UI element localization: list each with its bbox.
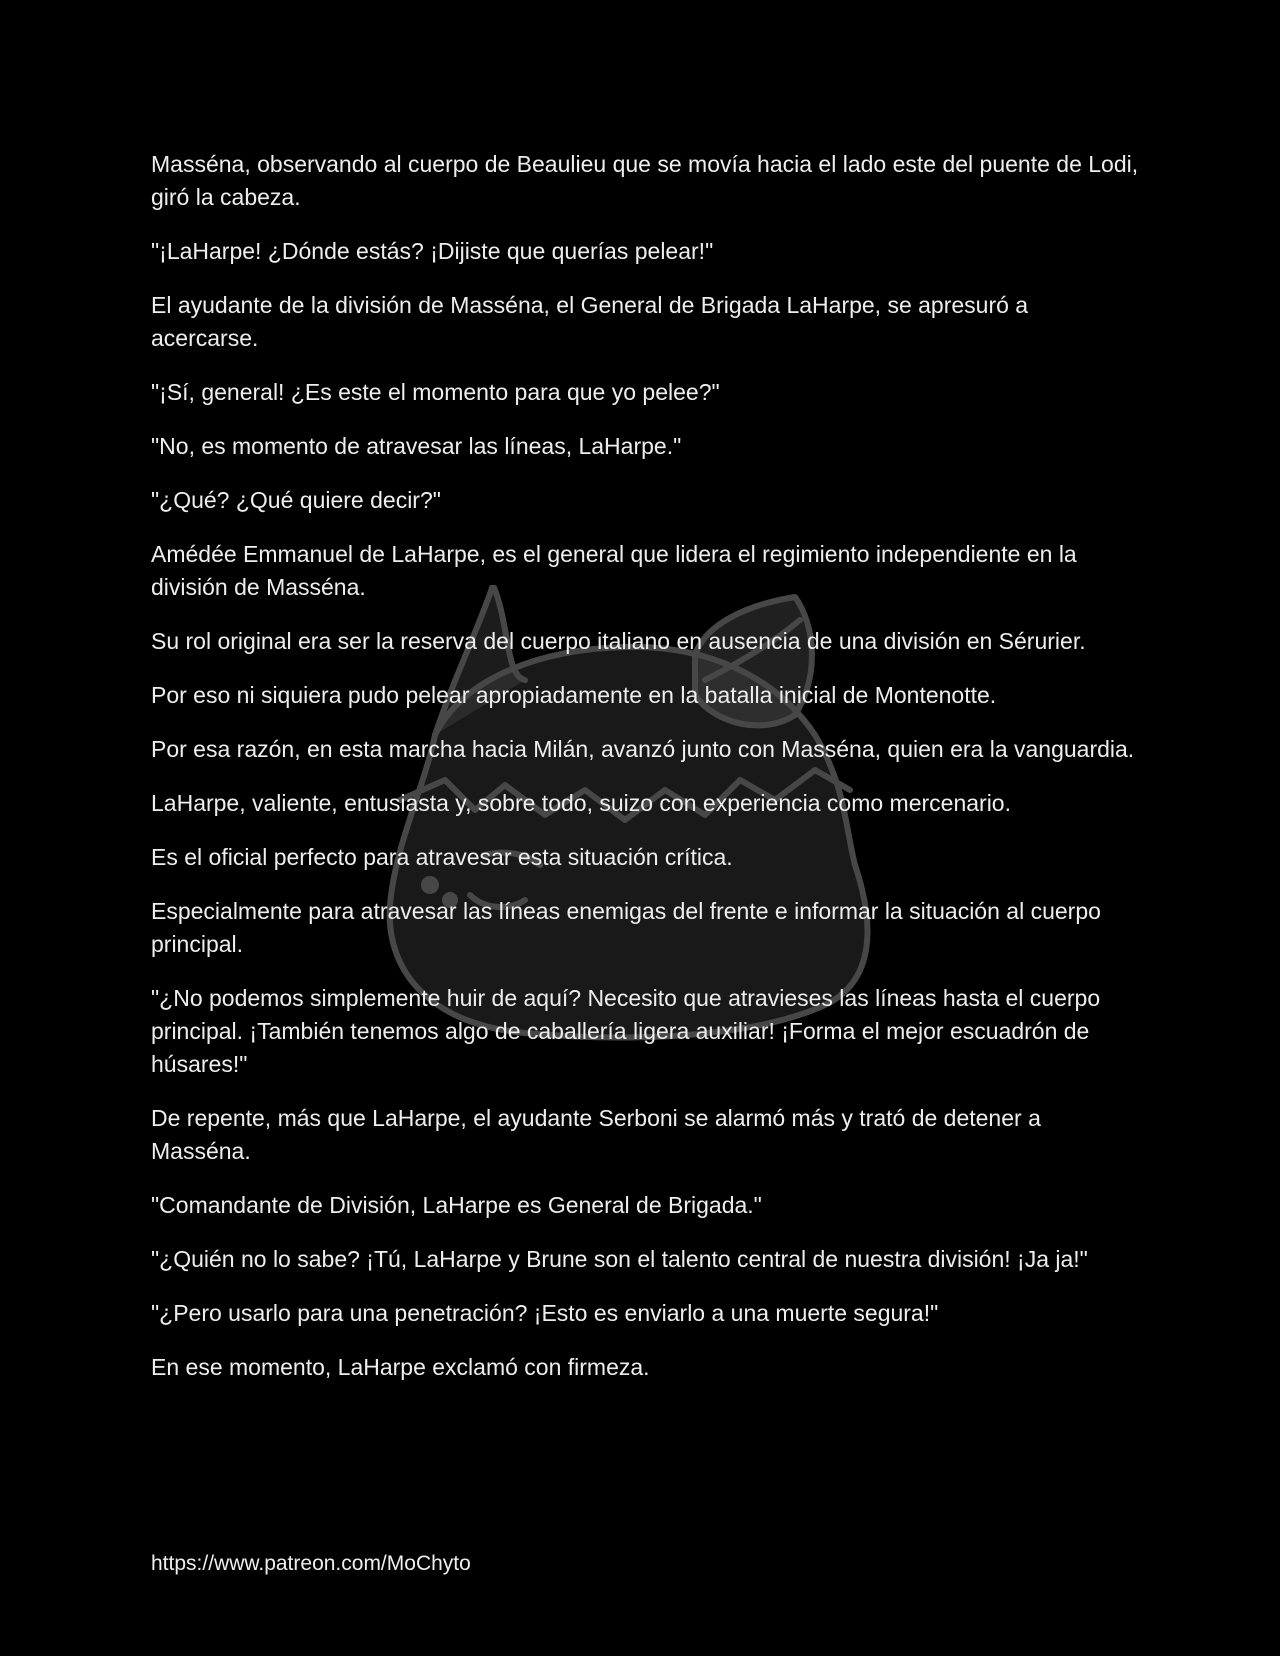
paragraph: "¿Qué? ¿Qué quiere decir?"	[151, 487, 441, 513]
paragraph: Masséna, observando al cuerpo de Beaulieu que se movía hacia el lado este del puente de Lodi, giró la cabeza.	[151, 151, 1139, 210]
paragraph: De repente, más que LaHarpe, el ayudante Serboni se alarmó más y trató de detener a Masséna.	[151, 1105, 1041, 1164]
paragraph: "No, es momento de atravesar las líneas, LaHarpe."	[151, 433, 682, 459]
paragraph: En ese momento, LaHarpe exclamó con firmeza.	[151, 1354, 650, 1380]
paragraph: Especialmente para atravesar las líneas enemigas del frente e informar la situación al cuerpo principal.	[151, 898, 1101, 957]
paragraph: Su rol original era ser la reserva del cuerpo italiano en ausencia de una división en Sérurier.	[151, 628, 1086, 654]
paragraph: "Comandante de División, LaHarpe es General de Brigada."	[151, 1192, 762, 1218]
patreon-link[interactable]: https://www.patreon.com/MoChyto	[151, 1552, 471, 1575]
paragraph: "¿No podemos simplemente huir de aquí? Necesito que atravieses las líneas hasta el cuerpo principal. ¡También tenemos algo de caballería ligera auxiliar! ¡Forma el mejor escuadrón de húsares!"	[151, 985, 1101, 1077]
paragraph: Por esa razón, en esta marcha hacia Milán, avanzó junto con Masséna, quien era la vanguardia.	[151, 736, 1135, 762]
paragraph: "¿Pero usarlo para una penetración? ¡Esto es enviarlo a una muerte segura!"	[151, 1300, 939, 1326]
paragraph: "¿Quién no lo sabe? ¡Tú, LaHarpe y Brune son el talento central de nuestra división! ¡Ja ja!"	[151, 1246, 1088, 1272]
paragraph: "¡LaHarpe! ¿Dónde estás? ¡Dijiste que querías pelear!"	[151, 238, 714, 264]
document-body	[151, 148, 1141, 1405]
paragraph: LaHarpe, valiente, entusiasta y, sobre todo, suizo con experiencia como mercenario.	[151, 790, 1011, 816]
paragraph: "¡Sí, general! ¿Es este el momento para que yo pelee?"	[151, 379, 720, 405]
paragraph: Por eso ni siquiera pudo pelear apropiadamente en la batalla inicial de Montenotte.	[151, 682, 997, 708]
paragraph: Es el oficial perfecto para atravesar esta situación crítica.	[151, 844, 733, 870]
paragraph: El ayudante de la división de Masséna, el General de Brigada LaHarpe, se apresuró a acercarse.	[151, 292, 1029, 351]
paragraph: Amédée Emmanuel de LaHarpe, es el general que lidera el regimiento independiente en la división de Masséna.	[151, 541, 1077, 600]
